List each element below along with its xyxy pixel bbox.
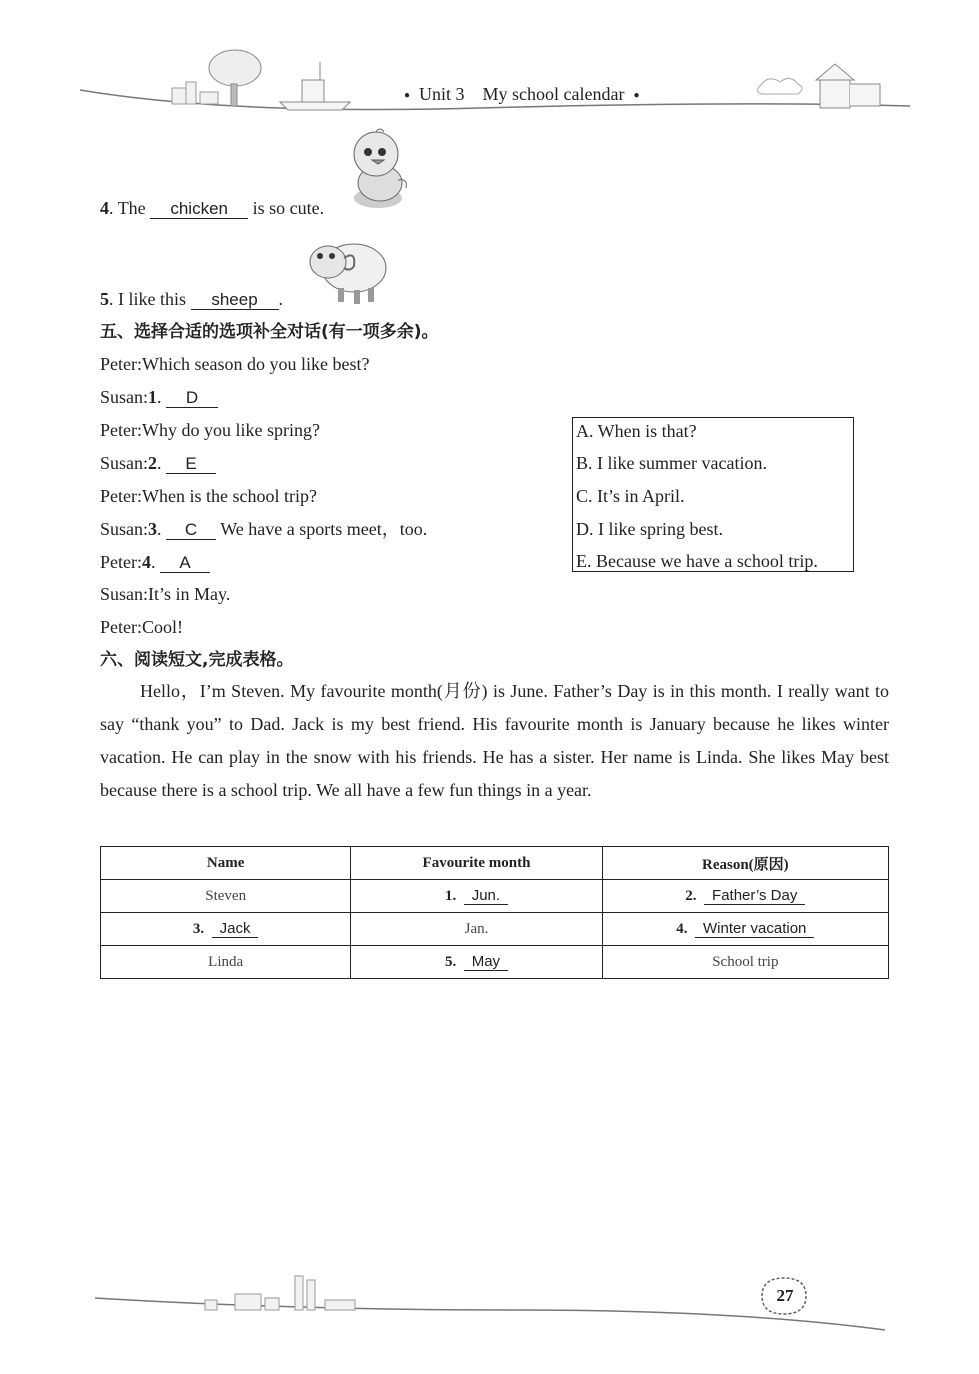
passage-text: Hello，I’m Steven. My favourite month(月份) is June. Father’s Day is in this month. I really want to say “thank you” to Dad. Jack is my best friend. His favourite month is January because he likes winter vacation. He can play in the snow with his friends. He has a sister. Her name is Linda. She likes May best because there is a school trip. We all have a few fun things in a year. bbox=[100, 681, 889, 800]
answer-text: E bbox=[185, 454, 197, 473]
option-a: A. When is that? bbox=[576, 421, 697, 441]
unit-title: Unit 3 My school calendar bbox=[419, 84, 625, 104]
option-c: C. It’s in April. bbox=[576, 486, 685, 506]
item-number: 4 bbox=[100, 198, 109, 218]
dialogue-text: Cool! bbox=[142, 617, 184, 637]
bullet-icon: ● bbox=[633, 89, 640, 101]
table-cell bbox=[351, 880, 602, 913]
item-text-after: . bbox=[278, 289, 283, 309]
speaker: Peter bbox=[100, 354, 137, 374]
dialogue-text: We have a sports meet，too. bbox=[220, 519, 428, 539]
item-number: 3 bbox=[148, 519, 158, 539]
answer-blank[interactable] bbox=[166, 455, 216, 474]
dialogue-text: When is the school trip? bbox=[142, 486, 317, 506]
item-text-before: I like this bbox=[118, 289, 186, 309]
answer-text: D bbox=[185, 388, 199, 407]
item-number: 3. bbox=[192, 920, 205, 937]
options-box bbox=[572, 417, 854, 572]
sheep-icon bbox=[304, 236, 390, 306]
table-row bbox=[101, 880, 889, 913]
house-icon bbox=[816, 64, 880, 108]
dialogue-line: Susan:3. C We have a sports meet，too. bbox=[100, 519, 428, 539]
speaker: Susan bbox=[100, 387, 144, 407]
table-cell: Linda bbox=[101, 946, 351, 979]
answer-blank[interactable] bbox=[150, 200, 248, 219]
column-header: Reason(原因) bbox=[602, 847, 888, 880]
table-cell bbox=[351, 946, 602, 979]
answer-text: sheep bbox=[211, 290, 258, 309]
cloud-icon bbox=[757, 78, 802, 94]
table-cell bbox=[101, 913, 351, 946]
fill-item-5: 5. I like this sheep . bbox=[100, 289, 283, 309]
chick-icon bbox=[348, 128, 410, 216]
answer-blank[interactable]: Jun. bbox=[464, 888, 508, 905]
table-header-row bbox=[101, 847, 889, 880]
buildings-icon bbox=[172, 82, 218, 104]
section-5-heading: 五、选择合适的选项补全对话(有一项多余)。 bbox=[100, 322, 439, 342]
dialogue-text: Which season do you like best? bbox=[142, 354, 370, 374]
boat-icon bbox=[280, 62, 350, 110]
dialogue-line: Peter:Why do you like spring? bbox=[100, 420, 320, 440]
item-number: 4. bbox=[676, 920, 688, 937]
header-decoration bbox=[80, 40, 910, 120]
dialogue-text: It’s in May. bbox=[148, 584, 231, 604]
dialogue-line: Susan:2. E bbox=[100, 451, 216, 475]
table-cell: Jan. bbox=[351, 913, 602, 946]
answer-blank[interactable]: May bbox=[464, 954, 508, 971]
speaker: Peter bbox=[100, 617, 137, 637]
dialogue-line: Peter:4. A bbox=[100, 550, 210, 574]
answer-text: A bbox=[179, 553, 191, 572]
answer-table bbox=[100, 846, 889, 979]
answer-blank[interactable]: Winter vacation bbox=[695, 921, 814, 938]
answer-blank[interactable] bbox=[160, 554, 210, 573]
page-number: 27 bbox=[776, 1286, 794, 1305]
table-cell bbox=[602, 913, 888, 946]
table-row bbox=[101, 946, 889, 979]
speaker: Susan bbox=[100, 453, 144, 473]
dialogue-line: Susan:It’s in May. bbox=[100, 584, 231, 604]
item-number: 1 bbox=[148, 387, 158, 407]
header-title bbox=[404, 82, 640, 108]
item-text-before: The bbox=[117, 198, 146, 218]
answer-blank[interactable]: Jack bbox=[212, 921, 259, 938]
option-e: E. Because we have a school trip. bbox=[576, 551, 818, 571]
column-header: Favourite month bbox=[351, 847, 602, 880]
speaker: Peter bbox=[100, 486, 137, 506]
bullet-icon: ● bbox=[404, 89, 411, 101]
dialogue-line: Peter:Cool! bbox=[100, 617, 184, 637]
option-d: D. I like spring best. bbox=[576, 519, 723, 539]
dialogue-line: Susan:1. D bbox=[100, 385, 218, 409]
speaker: Peter bbox=[100, 420, 137, 440]
reading-passage bbox=[100, 675, 889, 807]
item-number: 4 bbox=[142, 552, 151, 572]
item-text-after: is so cute. bbox=[252, 198, 325, 218]
item-number: 1. bbox=[444, 887, 457, 904]
speaker: Susan bbox=[100, 519, 144, 539]
speaker: Susan bbox=[100, 584, 144, 604]
answer-blank[interactable]: Father’s Day bbox=[704, 888, 805, 905]
table-cell bbox=[602, 880, 888, 913]
table-cell: School trip bbox=[602, 946, 888, 979]
item-number: 2. bbox=[685, 887, 697, 904]
item-number: 2 bbox=[148, 453, 158, 473]
column-header: Name bbox=[101, 847, 351, 880]
table-cell: Steven bbox=[101, 880, 351, 913]
dialogue-line: Peter:When is the school trip? bbox=[100, 486, 317, 506]
answer-blank[interactable] bbox=[191, 291, 279, 310]
section-6-heading: 六、阅读短文,完成表格。 bbox=[100, 650, 294, 670]
speaker: Peter bbox=[100, 552, 137, 572]
option-b: B. I like summer vacation. bbox=[576, 453, 767, 473]
dialogue-text: Why do you like spring? bbox=[142, 420, 320, 440]
item-number: 5. bbox=[444, 953, 457, 970]
fill-item-4: 4. The chicken is so cute. bbox=[100, 198, 325, 218]
dialogue-line: Peter:Which season do you like best? bbox=[100, 354, 370, 374]
item-number: 5 bbox=[100, 289, 109, 309]
answer-blank[interactable] bbox=[166, 521, 216, 540]
table-row bbox=[101, 913, 889, 946]
answer-text: chicken bbox=[170, 199, 228, 218]
answer-blank[interactable] bbox=[166, 389, 218, 408]
answer-text: C bbox=[184, 520, 198, 539]
